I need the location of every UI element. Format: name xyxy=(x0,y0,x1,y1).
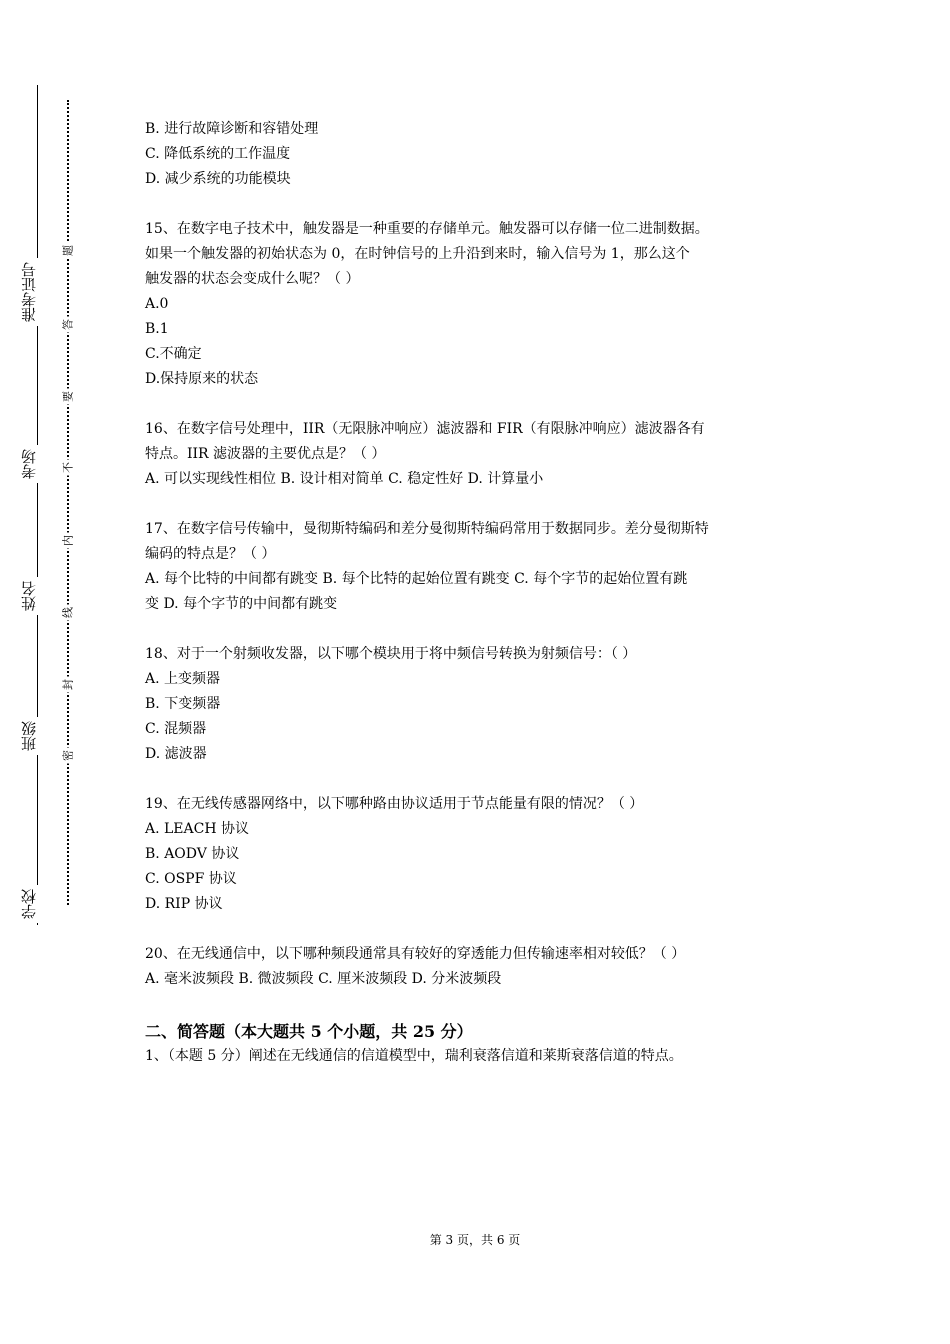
short-answer-question-1: 1、（本题 5 分）阐述在无线通信的信道模型中，瑞利衰落信道和莱斯衰落信道的特点。 xyxy=(145,1048,683,1064)
seal-char: 题 xyxy=(61,243,76,259)
seal-char: 不 xyxy=(61,460,76,476)
option-line: B. 进行故障诊断和容错处理 xyxy=(145,121,319,137)
binding-margin xyxy=(0,0,90,1344)
option-line: C. 降低系统的工作温度 xyxy=(145,146,291,162)
question-15-stem: 15、在数字电子技术中，触发器是一种重要的存储单元。触发器可以存储一位二进制数据。 xyxy=(145,221,709,237)
seal-dotted-line xyxy=(67,100,69,905)
question-16-stem: 16、在数字信号处理中，IIR（无限脉冲响应）滤波器和 FIR（有限脉冲响应）滤波器各有 xyxy=(145,421,705,437)
option-line: D. 滤波器 xyxy=(145,746,207,762)
option-line: C. 混频器 xyxy=(145,721,207,737)
option-line: A.0 xyxy=(145,296,169,312)
option-line: B.1 xyxy=(145,321,169,337)
binding-solid-line xyxy=(37,85,38,925)
admission-number-label: 准考证号 xyxy=(22,258,52,326)
option-line: A. 上变频器 xyxy=(145,671,221,687)
option-line: 变 D. 每个字节的中间都有跳变 xyxy=(145,596,338,612)
question-16-stem: 特点。IIR 滤波器的主要优点是？（ ） xyxy=(145,446,386,462)
seal-char: 答 xyxy=(61,317,76,333)
question-15-stem: 如果一个触发器的初始状态为 0，在时钟信号的上升沿到来时，输入信号为 1，那么这个 xyxy=(145,246,690,262)
question-15-stem: 触发器的状态会变成什么呢？（ ） xyxy=(145,271,360,287)
option-line: A. 可以实现线性相位 B. 设计相对简单 C. 稳定性好 D. 计算量小 xyxy=(145,471,544,487)
option-line: D. RIP 协议 xyxy=(145,896,223,912)
option-line: B. 下变频器 xyxy=(145,696,221,712)
option-line: A. LEACH 协议 xyxy=(145,821,250,837)
exam-room-label: 考场 xyxy=(22,445,52,483)
option-line: A. 毫米波频段 B. 微波频段 C. 厘米波频段 D. 分米波频段 xyxy=(145,971,502,987)
question-19-stem: 19、在无线传感器网络中，以下哪种路由协议适用于节点能量有限的情况？（ ） xyxy=(145,796,644,812)
option-line: A. 每个比特的中间都有跳变 B. 每个比特的起始位置有跳变 C. 每个字节的起始位置有跳 xyxy=(145,571,688,587)
option-line: D. 减少系统的功能模块 xyxy=(145,171,291,187)
question-18-stem: 18、对于一个射频收发器，以下哪个模块用于将中频信号转换为射频信号：（ ） xyxy=(145,646,637,662)
seal-char: 内 xyxy=(61,533,76,549)
page-footer: 第 3 页，共 6 页 xyxy=(429,1233,521,1247)
seal-char: 线 xyxy=(61,605,76,621)
seal-char: 要 xyxy=(61,389,76,405)
seal-char: 密 xyxy=(61,748,76,764)
exam-content xyxy=(145,117,825,1069)
option-line: B. AODV 协议 xyxy=(145,846,240,862)
school-label: 学校 xyxy=(22,885,52,923)
option-line: C.不确定 xyxy=(145,346,202,362)
option-line: D.保持原来的状态 xyxy=(145,371,259,387)
name-label: 姓名 xyxy=(22,577,52,615)
option-line: C. OSPF 协议 xyxy=(145,871,237,887)
seal-char: 封 xyxy=(61,677,76,693)
question-17-stem: 编码的特点是？（ ） xyxy=(145,546,276,562)
question-20-stem: 20、在无线通信中，以下哪种频段通常具有较好的穿透能力但传输速率相对较低？（ ） xyxy=(145,946,686,962)
class-label: 班级 xyxy=(22,717,52,755)
question-17-stem: 17、在数字信号传输中，曼彻斯特编码和差分曼彻斯特编码常用于数据同步。差分曼彻斯特 xyxy=(145,521,709,537)
section-title: 二、简答题（本大题共 5 个小题，共 25 分） xyxy=(145,1022,473,1041)
